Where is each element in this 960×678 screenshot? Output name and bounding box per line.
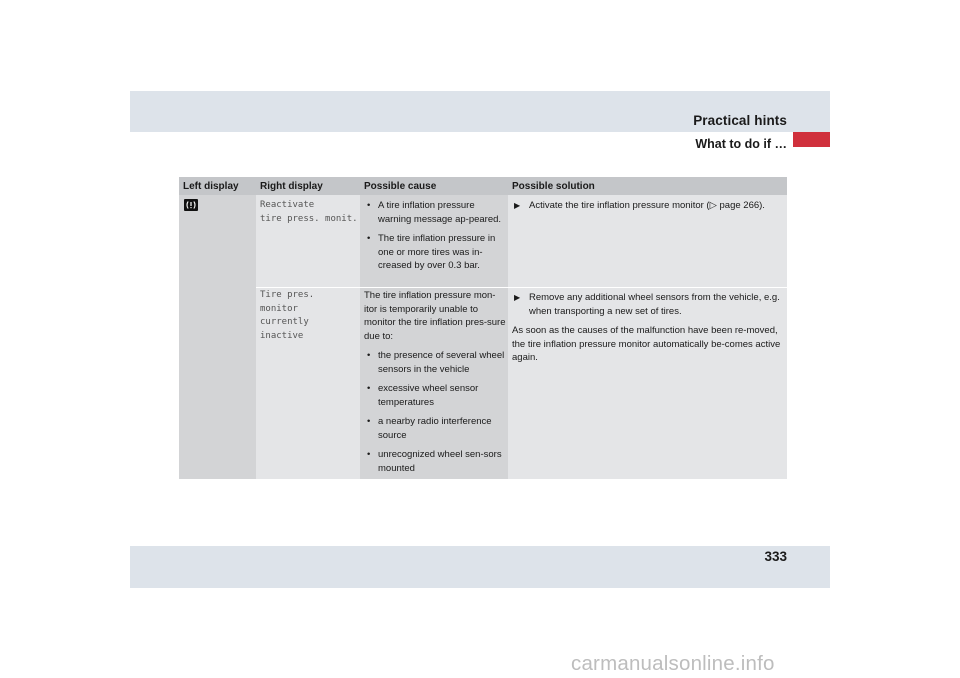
arrow-bullet-icon: ▶ xyxy=(514,201,521,210)
header-left-display: Left display xyxy=(183,181,239,192)
list-item: • a nearby radio interference source xyxy=(367,416,492,441)
solution-list xyxy=(512,199,784,219)
troubleshooting-table xyxy=(179,177,787,479)
section-title: Practical hints xyxy=(693,113,787,128)
list-item: • unrecognized wheel sen-sors mounted xyxy=(367,449,502,474)
bullet-icon: • xyxy=(367,233,371,244)
bullet-icon: • xyxy=(367,350,371,361)
cause-list xyxy=(364,289,507,481)
bullet-icon: • xyxy=(367,416,371,427)
table-header-row xyxy=(179,177,787,195)
subsection-title: What to do if … xyxy=(695,137,787,151)
list-item: • The tire inflation pressure in one or more tires was in-creased by over 0.3 bar. xyxy=(367,233,496,271)
section-tab-marker xyxy=(793,132,830,147)
header-possible-cause: Possible cause xyxy=(364,181,437,192)
bullet-icon: • xyxy=(367,200,371,211)
column-left-display xyxy=(179,177,256,479)
list-item: ▶ Activate the tire inflation pressure monitor (▷ page 266). xyxy=(514,200,765,211)
list-item: • the presence of several wheel sensors in the vehicle xyxy=(367,350,505,375)
list-item: • A tire inflation pressure warning message ap-peared. xyxy=(367,200,502,225)
right-display-text: Reactivate tire press. monit. xyxy=(260,200,358,224)
cause-list xyxy=(364,199,506,279)
footer-band xyxy=(130,546,830,588)
tire-pressure-warning-icon xyxy=(184,199,198,211)
list-item: ▶ Remove any additional wheel sensors from the vehicle, e.g. when transporting a new set of tires. xyxy=(514,292,780,317)
header-possible-solution: Possible solution xyxy=(512,181,595,192)
header-right-display: Right display xyxy=(260,181,323,192)
right-display-text: Tire pres. monitor currently inactive xyxy=(260,290,315,341)
solution-note: As soon as the causes of the malfunction have been re-moved, the tire inflation pressure monitor automatically be-comes active again. xyxy=(512,325,781,363)
page-number: 333 xyxy=(764,549,787,564)
bullet-icon: • xyxy=(367,449,371,460)
list-item: • excessive wheel sensor temperatures xyxy=(367,383,479,408)
cause-intro: The tire inflation pressure mon-itor is temporarily unable to monitor the tire inflation pres-sure due to: xyxy=(364,290,506,342)
solution-list xyxy=(512,291,786,371)
arrow-bullet-icon: ▶ xyxy=(514,293,521,302)
bullet-icon: • xyxy=(367,383,371,394)
row-separator xyxy=(256,287,787,288)
watermark: carmanualsonline.info xyxy=(571,652,775,675)
